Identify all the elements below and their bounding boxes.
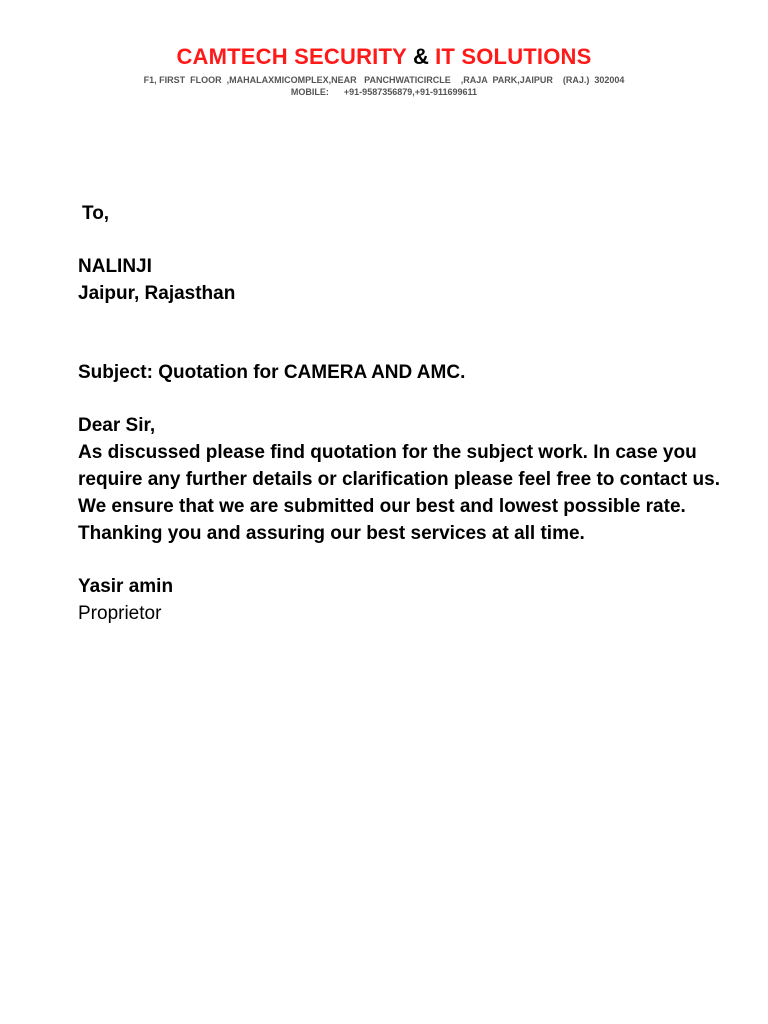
addressee-block [78, 253, 758, 307]
salutation-to: To, [82, 203, 110, 224]
company-address: F1, FIRST FLOOR ,MAHALAXMICOMPLEX,NEAR PANCHWATICIRCLE ,RAJA PARK,JAIPUR (RAJ.) 302004 [143, 75, 625, 85]
paragraph-discussion: As discussed please find quotation for the subject work. In case you require any further details or clarification please feel free to contact us. [78, 442, 720, 490]
recipient-name: NALINJI [78, 256, 152, 277]
company-name-part1: CAMTECH SECURITY [176, 44, 408, 69]
company-name-ampersand: & [413, 44, 430, 69]
subject-line: Subject: Quotation for CAMERA AND AMC. [78, 362, 466, 383]
company-mobile: MOBILE: +91-9587356879,+91-911699611 [290, 87, 478, 97]
signatory-title: Proprietor [78, 603, 162, 624]
greeting: Dear Sir, [78, 415, 156, 436]
signatory-name: Yasir amin [78, 576, 174, 597]
company-name-part2: IT SOLUTIONS [435, 44, 592, 69]
paragraph-thanks: Thanking you and assuring our best services at all time. [78, 523, 585, 544]
letterhead [0, 40, 768, 98]
company-name [0, 40, 768, 74]
signature-block [78, 573, 758, 627]
letter-body [78, 200, 758, 627]
letter-content [78, 412, 758, 547]
recipient-location: Jaipur, Rajasthan [78, 283, 236, 304]
paragraph-rate: We ensure that we are submitted our best and lowest possible rate. [78, 496, 686, 517]
